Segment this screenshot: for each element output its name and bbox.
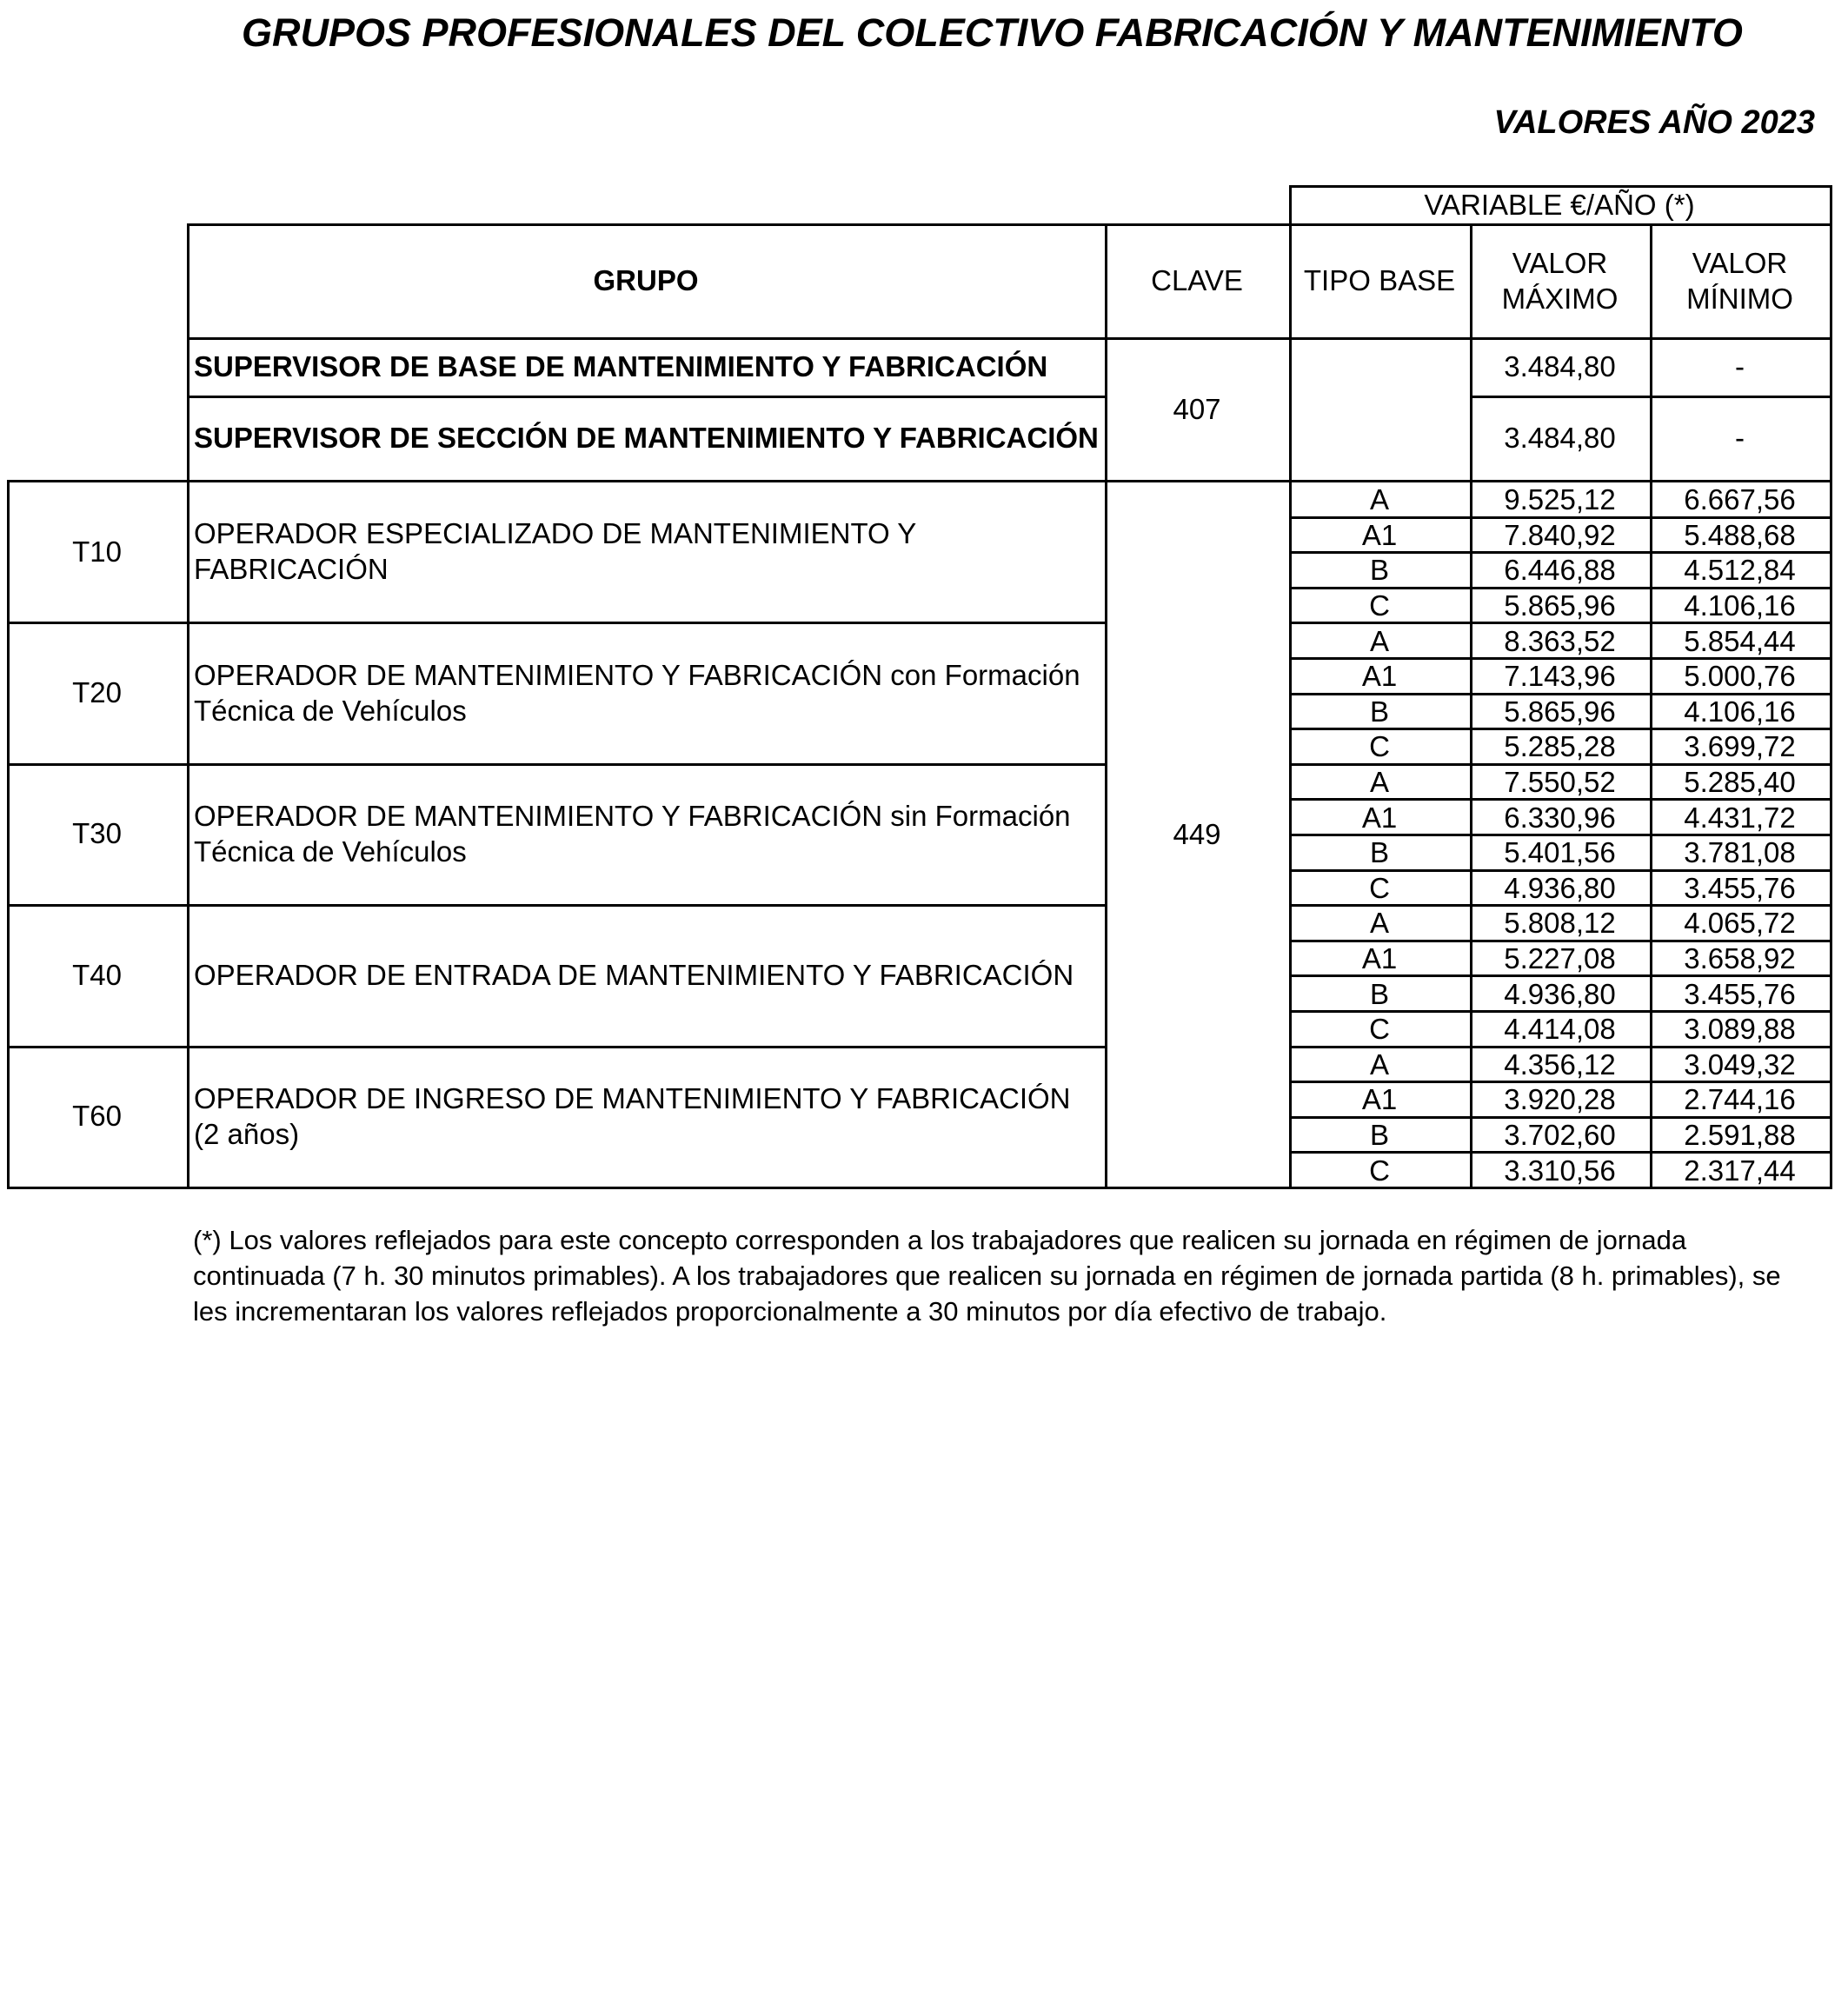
- group-divider: [7, 763, 1105, 766]
- group-divider: [7, 904, 1105, 907]
- valor-minimo-cell: 3.089,88: [1684, 1013, 1796, 1046]
- tipo-base-cell: A: [1369, 907, 1389, 940]
- valor-minimo-cell: 5.285,40: [1684, 766, 1796, 799]
- valor-maximo-cell: 6.446,88: [1504, 554, 1616, 587]
- supervisor-row-1-max: 3.484,80: [1504, 350, 1616, 382]
- valor-minimo-cell: 4.431,72: [1684, 801, 1796, 834]
- tipo-base-cell: B: [1369, 695, 1389, 728]
- tipo-base-cell: C: [1369, 730, 1390, 763]
- group-name: OPERADOR DE ENTRADA DE MANTENIMIENTO Y FABRICACIÓN: [194, 958, 1074, 991]
- valor-maximo-cell: 5.227,08: [1504, 942, 1616, 975]
- valor-minimo-cell: 2.317,44: [1684, 1154, 1796, 1187]
- group-divider: [7, 1046, 1105, 1048]
- tipo-base-cell: A1: [1361, 801, 1398, 834]
- valor-maximo-cell: 5.285,28: [1504, 730, 1616, 763]
- header-tipo-base: TIPO BASE: [1303, 264, 1456, 296]
- valor-minimo-cell: 5.488,68: [1684, 518, 1796, 551]
- group-divider: [7, 622, 1105, 624]
- valor-maximo-cell: 4.356,12: [1504, 1048, 1616, 1081]
- group-code: T60: [72, 1100, 122, 1133]
- tipo-base-cell: A1: [1361, 518, 1398, 551]
- valor-minimo-cell: 2.591,88: [1684, 1119, 1796, 1152]
- valor-minimo-cell: 3.455,76: [1684, 871, 1796, 904]
- valor-maximo-cell: 3.920,28: [1504, 1083, 1616, 1116]
- header-valor-minimo: VALOR MÍNIMO: [1686, 246, 1793, 315]
- operators-clave: 449: [1173, 817, 1221, 850]
- tipo-base-cell: B: [1369, 977, 1389, 1010]
- valor-maximo-cell: 7.550,52: [1504, 766, 1616, 799]
- supervisor-row-2-max: 3.484,80: [1504, 422, 1616, 454]
- group-code: T10: [72, 535, 122, 568]
- tipo-base-cell: A: [1369, 766, 1389, 799]
- table-bottom-border: [7, 1187, 1832, 1189]
- valor-minimo-cell: 4.065,72: [1684, 907, 1796, 940]
- group-name: OPERADOR DE MANTENIMIENTO Y FABRICACIÓN sin Formación Técnica de Vehículos: [194, 799, 1071, 868]
- tipo-base-cell: C: [1369, 1154, 1390, 1187]
- tipo-base-cell: C: [1369, 871, 1390, 904]
- page-subtitle: VALORES AÑO 2023: [1493, 104, 1815, 141]
- valor-maximo-cell: 3.310,56: [1504, 1154, 1616, 1187]
- footnote: (*) Los valores reflejados para este concepto corresponden a los trabajadores que realicen su jornada en régimen de jornada continuada (7 h. 30 minutos primables). A los trabajadores que realicen su jornada en régimen de jornada partida (8 h. primables), se les incrementaran los valores reflejados proporcionalmente a 30 minutos por día efectivo de trabajo.: [193, 1225, 1781, 1327]
- variable-header: VARIABLE €/AÑO (*): [1424, 188, 1695, 221]
- valor-minimo-cell: 3.658,92: [1684, 942, 1796, 975]
- valor-maximo-cell: 6.330,96: [1504, 801, 1616, 834]
- valor-minimo-cell: 3.049,32: [1684, 1048, 1796, 1081]
- valor-maximo-cell: 3.702,60: [1504, 1119, 1616, 1152]
- valor-minimo-cell: 5.000,76: [1684, 660, 1796, 693]
- tipo-base-cell: C: [1369, 1013, 1390, 1046]
- tipo-base-cell: A1: [1361, 660, 1398, 693]
- header-valor-maximo: VALOR MÁXIMO: [1501, 246, 1619, 315]
- supervisor-clave: 407: [1173, 392, 1221, 425]
- tipo-base-cell: B: [1369, 554, 1389, 587]
- tipo-base-cell: A: [1369, 483, 1389, 516]
- header-grupo: GRUPO: [593, 264, 699, 296]
- valor-maximo-cell: 7.143,96: [1504, 660, 1616, 693]
- tipo-base-cell: C: [1369, 589, 1390, 622]
- group-name: OPERADOR ESPECIALIZADO DE MANTENIMIENTO Y FABRICACIÓN: [194, 517, 916, 586]
- tipo-base-cell: A: [1369, 624, 1389, 657]
- valor-minimo-cell: 5.854,44: [1684, 624, 1796, 657]
- valor-minimo-cell: 4.512,84: [1684, 554, 1796, 587]
- group-name: OPERADOR DE INGRESO DE MANTENIMIENTO Y FABRICACIÓN (2 años): [194, 1081, 1071, 1150]
- page-title: GRUPOS PROFESIONALES DEL COLECTIVO FABRICACIÓN Y MANTENIMIENTO: [242, 10, 1743, 55]
- valor-maximo-cell: 5.865,96: [1504, 695, 1616, 728]
- valor-minimo-cell: 4.106,16: [1684, 589, 1796, 622]
- supervisor-row-1-min: -: [1735, 350, 1745, 382]
- valor-maximo-cell: 5.865,96: [1504, 589, 1616, 622]
- tipo-base-cell: A1: [1361, 942, 1398, 975]
- valor-minimo-cell: 6.667,56: [1684, 483, 1796, 516]
- tipo-base-cell: B: [1369, 836, 1389, 869]
- tipo-base-cell: A: [1369, 1048, 1389, 1081]
- valor-maximo-cell: 4.936,80: [1504, 871, 1616, 904]
- valor-maximo-cell: 4.414,08: [1504, 1013, 1616, 1046]
- group-code: T20: [72, 676, 122, 709]
- valor-maximo-cell: 5.401,56: [1504, 836, 1616, 869]
- supervisor-row-2-grupo: SUPERVISOR DE SECCIÓN DE MANTENIMIENTO Y FABRICACIÓN: [194, 422, 1099, 454]
- valor-minimo-cell: 3.455,76: [1684, 977, 1796, 1010]
- tipo-base-cell: A1: [1361, 1083, 1398, 1116]
- valor-minimo-cell: 3.781,08: [1684, 836, 1796, 869]
- header-clave: CLAVE: [1151, 264, 1243, 296]
- variable-header-right: [1830, 185, 1832, 223]
- valor-maximo-cell: 7.840,92: [1504, 518, 1616, 551]
- supervisor-row-2-min: -: [1735, 422, 1745, 454]
- valor-minimo-cell: 2.744,16: [1684, 1083, 1796, 1116]
- valor-maximo-cell: 5.808,12: [1504, 907, 1616, 940]
- valor-maximo-cell: 8.363,52: [1504, 624, 1616, 657]
- valor-minimo-cell: 3.699,72: [1684, 730, 1796, 763]
- group-name: OPERADOR DE MANTENIMIENTO Y FABRICACIÓN con Formación Técnica de Vehículos: [194, 658, 1080, 727]
- col-border-6: [1830, 223, 1832, 1189]
- valor-minimo-cell: 4.106,16: [1684, 695, 1796, 728]
- valor-maximo-cell: 9.525,12: [1504, 483, 1616, 516]
- valor-maximo-cell: 4.936,80: [1504, 977, 1616, 1010]
- group-code: T30: [72, 817, 122, 850]
- group-code: T40: [72, 958, 122, 991]
- tipo-base-cell: B: [1369, 1119, 1389, 1152]
- supervisor-row-1-grupo: SUPERVISOR DE BASE DE MANTENIMIENTO Y FABRICACIÓN: [194, 350, 1048, 382]
